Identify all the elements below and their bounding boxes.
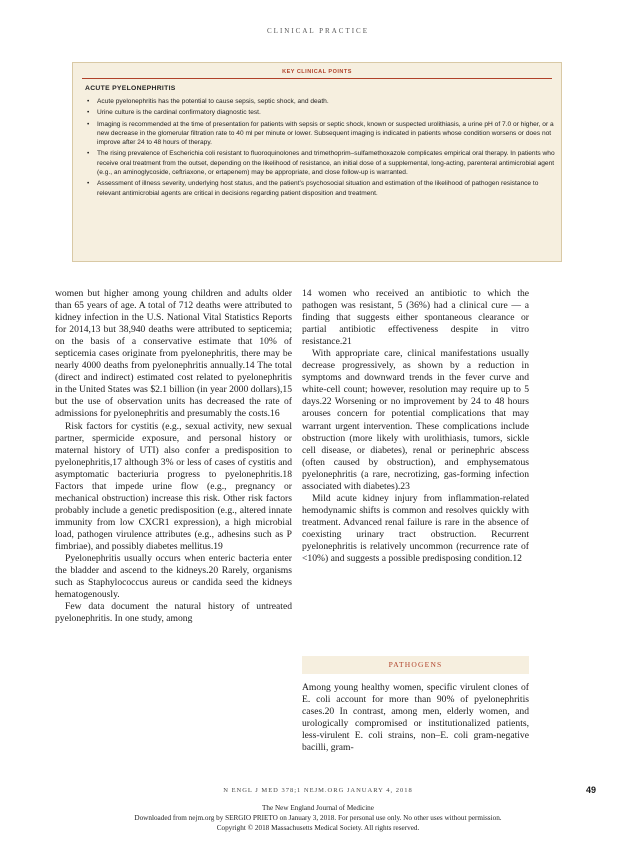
paragraph: 14 women who received an antibiotic to which the pathogen was resistant, 5 (36%) had a clinical cure — a finding that suggests either spontaneous clearance or partial antibiotic effectiveness despite in vitro resistance.21 [302, 288, 529, 348]
paragraph: Risk factors for cystitis (e.g., sexual activity, new sexual partner, spermicide exposure, and personal history or maternal history of UTI) also confer a predisposition to pyelonephritis,17 although 3% or less of cases of cystitis and asymptomatic bacteriuria progress to pyelonephritis.18 Factors that impede urine flow (e.g., pregnancy or mechanical obstruction) increase this risk. Other risk factors probably include a genetic predisposition (e.g., altered innate immunity from low CXCR1 expression), a high microbial load, pathogen virulence attributes (e.g., adhesins such as P fimbriae), and possibly diabetes mellitus.19 [55, 420, 292, 552]
key-box-divider [82, 78, 552, 79]
paragraph: Mild acute kidney injury from inflammation-related hemodynamic shifts is common and resolves quickly with treatment. Advanced renal failure is rare in the absence of coexisting urinary tract obstruction. Recurrent pyelonephritis is relatively uncommon (recurrence rate of <10%) and suggests a possible predisposing condition.12 [302, 492, 529, 565]
key-box-heading: ACUTE PYELONEPHRITIS [85, 85, 176, 92]
paragraph: With appropriate care, clinical manifestations usually decrease progressively, as shown by a reduction in symptoms and downward trends in the fever curve and white-cell count; however, resolution may require up to 5 days.22 Worsening or no improvement by 24 to 48 hours arouses concern for potential complications that may warrant urgent intervention. These complications include obstruction (more likely with urolithiasis, tumors, sickle cell disease, or diabetes), renal or perinephric abscess (often caused by obstruction), and emphysematous pyelonephritis (a rare, necrotizing, gas-forming infection associated with diabetes).23 [302, 348, 529, 492]
paragraph: women but higher among young children and adults older than 65 years of age. A total of 712 deaths were attributed to kidney infection in the U.S. National Vital Statistics Reports for 2014,13 but 38,940 deaths were attributed to septicemia; on the basis of a conservative estimate that 10% of septicemia cases originate from pyelonephritis, there may be nearly 4000 deaths from pyelonephritis annually.14 The total (direct and indirect) estimated cost related to pyelonephritis in the United States was $2.1 billion (in year 2000 dollars),15 but the use of observation units has decreased the rate of admissions for pyelonephritis and presumably the costs.16 [55, 288, 292, 420]
footer-journal-citation: N ENGL J MED 378;1 NEJM.ORG JANUARY 4, 2018 [223, 787, 413, 794]
key-point: • The rising prevalence of Escherichia coli resistant to fluoroquinolones and trimethoprim–sulfamethoxazole complicates empirical oral therapy. In patients who receive oral treatment from the outset, depending on the likelihood of resistance, an initial dose of a supplemental, long-acting, parenteral antimicrobial agent (e.g., an aminoglycoside, ceftriaxone, or ertapenem) may be appropriate, and close follow-up is warranted. [85, 149, 555, 177]
section-header: CLINICAL PRACTICE [267, 27, 369, 35]
key-points-list [85, 97, 555, 200]
page-number: 49 [586, 785, 597, 795]
paragraph: Few data document the natural history of untreated pyelonephritis. In one study, among [55, 601, 292, 625]
key-point: • Assessment of illness severity, underlying host status, and the patient’s psychosocial situation and estimation of the likelihood of pathogen resistance to relevant antimicrobial agents are critical in decisions regarding patient disposition and treatment. [85, 179, 555, 198]
key-point: • Imaging is recommended at the time of presentation for patients with sepsis or septic shock, known or suspected urolithiasis, a urine pH of 7.0 or higher, or a new decrease in the glomerular filtration rate to 40 ml per minute or lower. Subsequent imaging is indicated in patients whose condition worsens or does not improve after 24 to 48 hours of therapy. [85, 120, 555, 148]
key-clinical-points-box [72, 62, 562, 262]
download-notice-title: The New England Journal of Medicine [262, 804, 374, 812]
paragraph: Among young healthy women, specific virulent clones of E. coli account for more than 90% of pyelonephritis cases.20 In contrast, among men, elderly women, and urologically compromised or institutionalized patients, less-virulent E. coli strains, non–E. coli gram-negative bacilli, gram- [302, 682, 529, 754]
right-column [302, 288, 529, 565]
copyright-notice: Copyright © 2018 Massachusetts Medical Society. All rights reserved. [216, 824, 420, 832]
key-box-title: KEY CLINICAL POINTS [282, 69, 352, 75]
pathogens-heading: PATHOGENS [302, 656, 529, 674]
download-notice: Downloaded from nejm.org by SERGIO PRIETO on January 3, 2018. For personal use only. No other uses without permission. [134, 814, 502, 822]
key-point: • Acute pyelonephritis has the potential to cause sepsis, septic shock, and death. [85, 97, 555, 106]
pathogens-section [302, 682, 529, 754]
paragraph: Pyelonephritis usually occurs when enteric bacteria enter the bladder and ascend to the kidneys.20 Rarely, organisms such as Staphylococcus aureus or candida seed the kidneys hematogenously. [55, 553, 292, 601]
key-point: • Urine culture is the cardinal confirmatory diagnostic test. [85, 108, 555, 117]
left-column [55, 288, 292, 625]
